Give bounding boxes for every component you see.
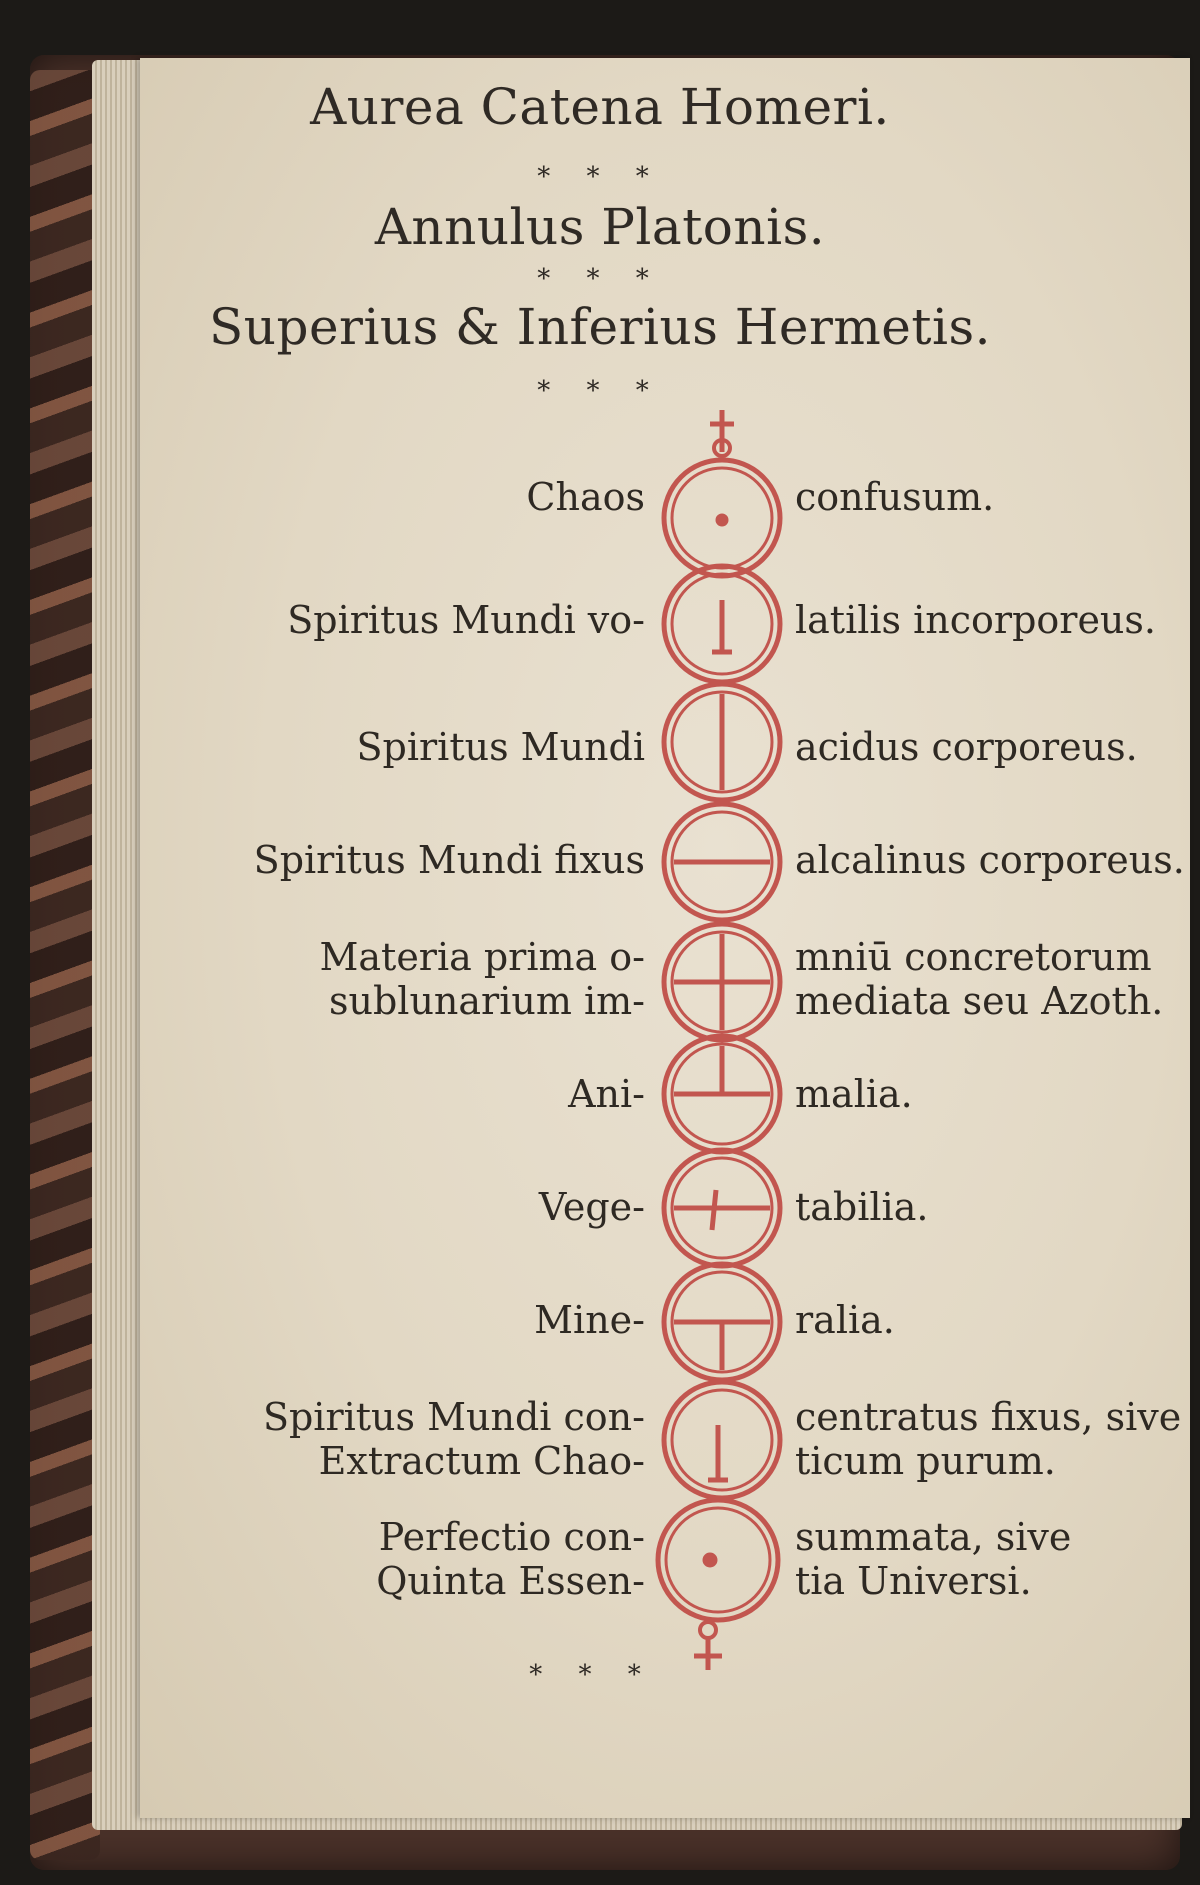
ring-9 bbox=[664, 1382, 780, 1498]
left-text-perfectio: Perfectio con- Quinta Essen- bbox=[376, 1515, 645, 1603]
right-text-tabilia: tabilia. bbox=[795, 1185, 929, 1229]
left-text-vege: Vege- bbox=[538, 1185, 645, 1229]
left-text-ani: Ani- bbox=[568, 1072, 645, 1116]
left-text-mine: Mine- bbox=[534, 1298, 645, 1342]
stars-divider-2: * * * bbox=[537, 264, 663, 294]
left-text-spiritus-concentratus: Spiritus Mundi con- Extractum Chao- bbox=[262, 1395, 645, 1483]
ring-4 bbox=[664, 804, 780, 920]
title-aurea-catena: Aurea Catena Homeri. bbox=[310, 78, 890, 136]
left-text-spiritus-fixus: Spiritus Mundi fixus bbox=[253, 838, 645, 882]
stars-divider-1: * * * bbox=[537, 162, 663, 192]
right-text-summata: summata, sive tia Universi. bbox=[795, 1515, 1072, 1603]
ring-10 bbox=[658, 1500, 778, 1620]
stars-divider-bottom: * * * bbox=[529, 1660, 655, 1690]
top-cross-icon bbox=[710, 410, 734, 456]
ring-3 bbox=[664, 684, 780, 800]
ring-1 bbox=[664, 460, 780, 576]
ring-7 bbox=[664, 1150, 780, 1266]
title-superius-inferius: Superius & Inferius Hermetis. bbox=[208, 298, 992, 356]
ring-8 bbox=[664, 1264, 780, 1380]
right-text-ralia: ralia. bbox=[795, 1298, 895, 1342]
right-text-confusum: confusum. bbox=[795, 475, 995, 519]
right-text-centratus: centratus fixus, sive ticum purum. bbox=[795, 1395, 1182, 1483]
right-text-alcalinus: alcalinus corporeus. bbox=[795, 838, 1185, 882]
left-text-chaos: Chaos bbox=[526, 475, 645, 519]
right-text-omnium: mniū concretorum mediata seu Azoth. bbox=[795, 935, 1164, 1023]
left-text-spiritus-acidus: Spiritus Mundi bbox=[356, 725, 645, 769]
right-text-acidus: acidus corporeus. bbox=[795, 725, 1138, 769]
right-text-latilis: latilis incorporeus. bbox=[795, 598, 1156, 642]
right-text-malia: malia. bbox=[795, 1072, 913, 1116]
stars-divider-3: * * * bbox=[537, 376, 663, 406]
ring-5 bbox=[664, 924, 780, 1040]
ring-2 bbox=[664, 566, 780, 682]
title-annulus-platonis: Annulus Platonis. bbox=[374, 198, 826, 256]
left-text-materia-prima: Materia prima o- sublunarium im- bbox=[319, 935, 645, 1023]
ring-6 bbox=[664, 1036, 780, 1152]
left-text-spiritus-volatilis: Spiritus Mundi vo- bbox=[287, 598, 645, 642]
